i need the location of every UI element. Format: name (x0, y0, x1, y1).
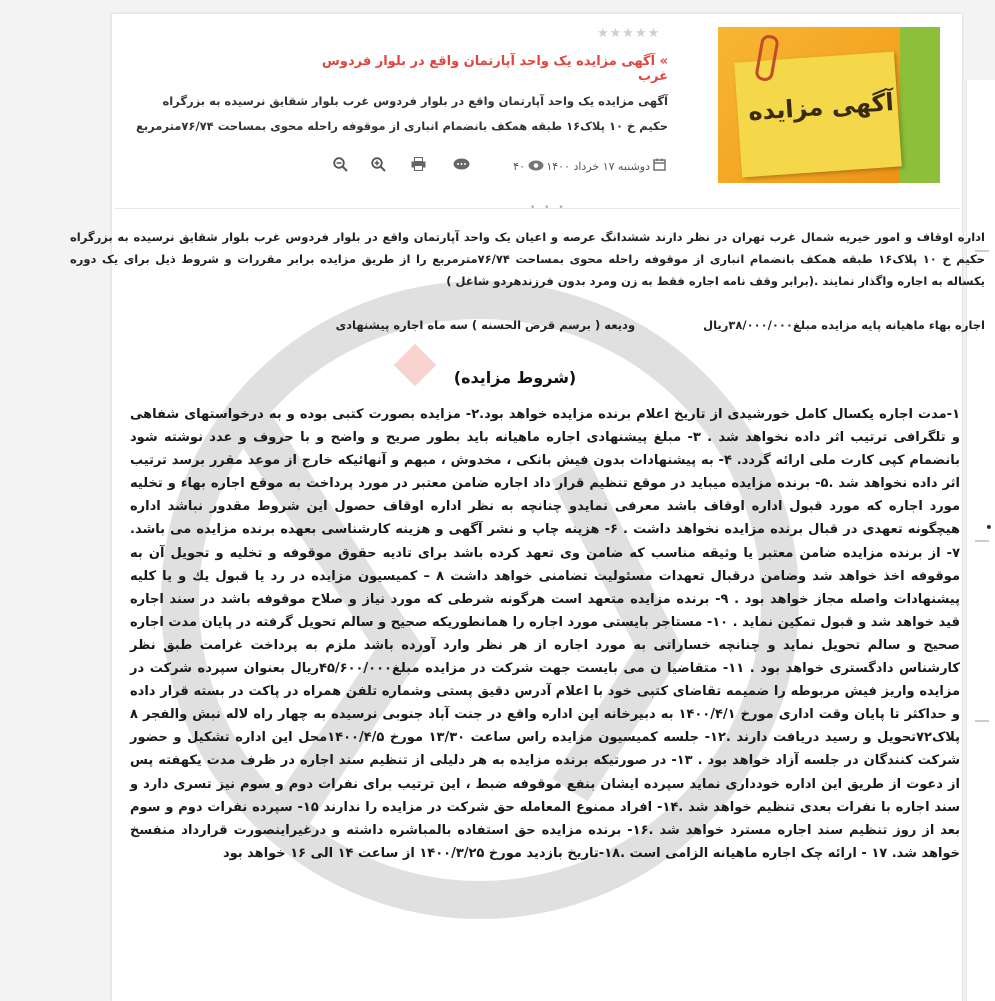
publish-date: دوشنبه ۱۷ خرداد ۱۴۰۰ (546, 159, 650, 173)
print-icon[interactable] (411, 157, 426, 175)
rating-stars[interactable]: ★★★★★ (597, 26, 661, 41)
image-green-panel (900, 27, 940, 183)
calendar-icon (653, 157, 666, 175)
views-meta (513, 157, 544, 175)
article-meta (330, 155, 666, 177)
image-caption: آگهی مزایده (747, 87, 895, 127)
auction-notice-image[interactable] (718, 27, 940, 183)
divider-ornament: • • • (530, 203, 567, 213)
article-headline[interactable]: » آگهی مزایده یک واحد آپارتمان واقع در بلوار فردوس غرب (321, 54, 668, 84)
comments-meta[interactable] (453, 157, 470, 175)
notice-intro: اداره اوقاف و امور خیریه شمال غرب تهران در نظر دارند ششدانگ عرصه و اعیان یک واحد آپارتمان واقع در بلوار فردوس غرب بلوار شقایق نرسیده به بزرگراه حکیم خ ۱۰ پلاک۱۶ طبقه همکف بانضمام انباری از موقوفه راحله محوی بمساحت ۷۶/۷۴مترمربع را از طریق مزایده برابر مقررات و شروط ذیل برای یک دوره یکساله به اجاره واگذار نمایند .(برابر وقف نامه اجاره فقط به زن ومرد بدون فرزندهردو شاغل ) (70, 230, 985, 288)
zoom-out-button[interactable] (333, 157, 348, 176)
rent-terms (330, 318, 985, 332)
zoom-in-icon[interactable] (371, 157, 386, 176)
article-summary: آگهی مزایده یک واحد آپارتمان واقع در بلوار فردوس غرب بلوار شقایق نرسیده به بزرگراه حکیم خ ۱۰ پلاک۱۶ طبقه همکف بانضمام انباری از موقوفه راحله محوی بمساحت ۷۶/۷۴مترمربع (135, 94, 668, 133)
comment-icon[interactable] (453, 157, 470, 175)
views-count: ۴۰ (513, 159, 525, 173)
print-button[interactable] (411, 157, 426, 175)
sidebar-strip (966, 80, 995, 1001)
edge-bullet: • (984, 520, 993, 536)
zoom-in-button[interactable] (371, 157, 386, 176)
deposit-terms: ودیعه ( برسم قرض الحسنه ) سه ماه اجاره پیشنهادی (335, 318, 636, 332)
conditions-text: ۱-مدت اجاره یکسال کامل خورشیدی از تاریخ اعلام برنده مزایده خواهد بود.۲- مزایده بصورت کتبی بوده و به درخواستهای شفاهی و تلگرافی ترتیب اثر داده نخواهد شد . ۳- مبلغ پیشنهادی اجاره ماهیانه باید بطور صریح و واضح و با حروف و عدد نوشته شود بانضمام کپی کارت ملی ارائه گردد. ۴- به پیشنهادات بدون فیش بانکی ، مخدوش ، مبهم و آنهائیکه خارج از موعد مقرر برسد ترتیب اثر داده نخواهد شد .۵- برنده مزایده میباید در موقع تنظیم قرار داد اجاره ضامن معتبر در مورد پرداخت به موقع اجاره بهاء و تخلیه مورد اجاره که مورد قبول اداره اوقاف باشد معرفی نمایدو چنانچه به نظر اداره اوقاف حصول این شروط مقدور نباشد اداره هیچگونه تعهدی در قبال برنده مزایده نخواهد داشت . ۶- هزینه چاپ و نشر آگهی و هزینه کارشناسی بعهده برنده مزایده می باشد. ۷- از برنده مزایده ضامن معتبر یا وثیقه مناسب که ضامن وی تعهد کرده باشد برای تادیه حقوق موقوفه و تخلیه و تحویل آن به موقوفه اخذ خواهد شد وضامن درقبال تعهدات مسئولیت تضامنی خواهد داشت ۸ – کمیسیون مزایده در رد یا قبول یك و یا کلیه پیشنهادات واصله مجاز خواهد بود . ۹- برنده مزایده متعهد است هرگونه شرطی که مورد نیاز و صلاح موقوفه باشد در سند اجاره قید خواهد شد و قبول تمکین نماید . ۱۰- مستاجر بایستی مورد اجاره را همانطوریکه صحیح و سالم تحویل گرفته در پایان مدت اجاره صحیح و سالم تحویل نماید و چنانچه خساراتی به مورد اجاره از هر نظر وارد آورده باشد ملزم به پرداخت غرامت طبق نظر کارشناس دادگستری خواهد بود . ۱۱- متقاضیا ن می بایست جهت شرکت در مزایده مبلغ۴۵/۶۰۰/۰۰۰ریال بعنوان سپرده شرکت در مزایده واریز فیش مربوطه را ضمیمه تقاضای کتبی خود با اعلام آدرس دقیق پستی وشماره تلفن همراه در پاکت در بسته قرار داده و حداکثر تا پایان وقت اداری مورخ ۱۴۰۰/۴/۱ به دبیرخانه این اداره واقع در جنت آباد جنوبی نرسیده به چهار راه لاله نبش والفجر ۸ پلاک۷۲تحویل و رسید دریافت دارند .۱۲- جلسه کمیسیون مزایده راس ساعت ۱۳/۳۰ مورخ ۱۴۰۰/۴/۵محل این اداره تشکیل و حضور شرکت کنندگان در جلسه آزاد خواهد بود . ۱۳- در صورتیکه برنده مزایده به هر دلیلی از تنظیم سند اجاره در ظرف مدت یکهفته پس از دعوت از طریق این اداره خودداری نماید سپرده ایشان بنفع موقوفه ضبط ، این ترتیب برای نفرات دوم و سوم نیز تسری دارد و سند اجاره با نفرات بعدی تنظیم خواهد شد .۱۴- افراد ممنوع المعامله حق شرکت در مزایده را ندارند ۱۵- سپرده نفرات دوم و سوم بعد از روز تنظیم سند اجاره مسترد خواهد شد .۱۶- برنده مزایده حق استفاده بالمباشره داشته و درغیراینصورت قرارداد منفسخ خواهد شد. ۱۷ - ارائه چک اجاره ماهیانه الزامی است .۱۸-تاریخ بازدید مورخ ۱۴۰۰/۳/۲۵ از ساعت ۱۴ الی ۱۶ خواهد بود (130, 407, 961, 861)
eye-icon (528, 157, 544, 175)
date-meta (546, 157, 666, 175)
conditions-title: (شروط مزایده) (453, 368, 577, 387)
zoom-out-icon[interactable] (333, 157, 348, 176)
page-gutter (0, 0, 112, 1001)
base-rent: اجاره بهاء ماهیانه پایه مزایده مبلغ۳۸/۰۰۰/۰۰۰ریال (703, 318, 985, 332)
